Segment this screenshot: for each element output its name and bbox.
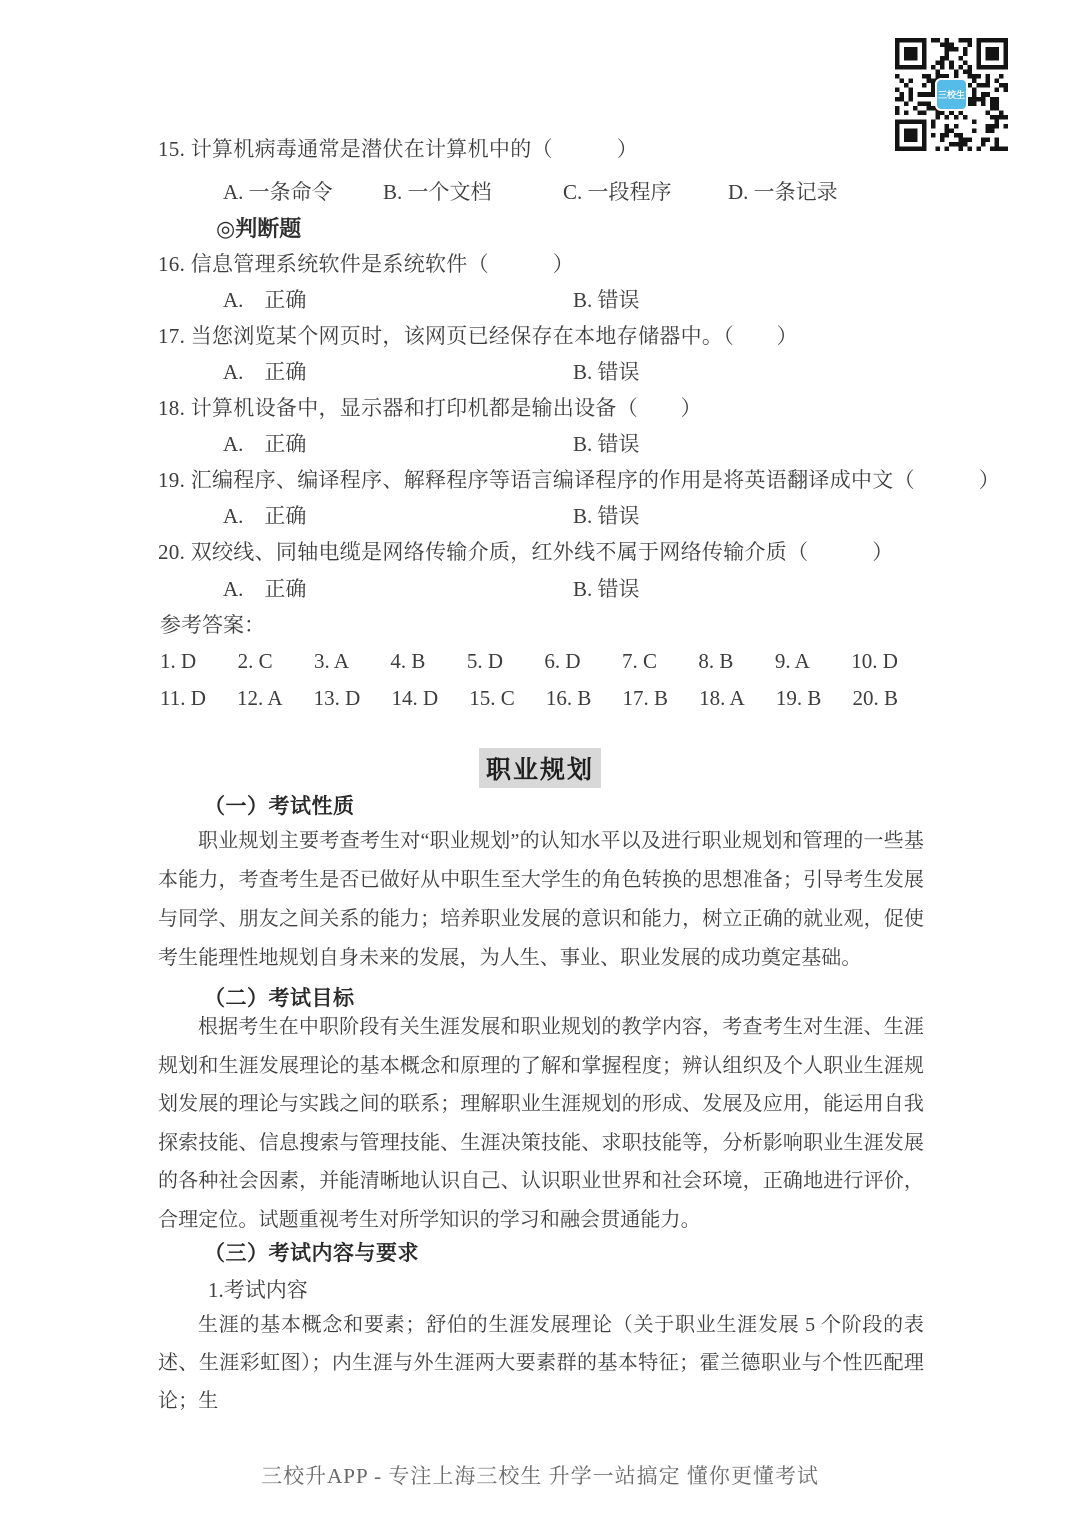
heading-exam-nature: （一）考试性质: [204, 794, 355, 818]
paragraph-exam-nature: 职业规划主要考查考生对“职业规划”的认知水平以及进行职业规划和管理的一些基本能力，考查考生是否已做好从中职生至大学生的角色转换的思想准备；引导考生发展与同学、朋友之间关系的能力；培养职业发展的意识和能力，树立正确的就业观，促使考生能理性地规划自身未来的发展，为人生、事业、职业发展的成功奠定基础。: [158, 830, 924, 969]
answer-cell: 6. D: [544, 649, 581, 673]
answers-row-1: [160, 648, 898, 674]
answer-cell: 14. D: [391, 686, 439, 710]
heading-exam-content: （三）考试内容与要求: [204, 1241, 419, 1265]
answers-label: 参考答案：: [160, 613, 265, 637]
qr-logo-label: 三校生: [937, 90, 965, 100]
question-18-text: 18. 计算机设备中，显示器和打印机都是输出设备（ ）: [158, 396, 702, 420]
qr-code: [895, 38, 1008, 151]
option-a: A. 正确: [223, 360, 307, 384]
answer-cell: 8. B: [698, 649, 734, 673]
question-19-options: [158, 503, 958, 529]
answer-cell: 10. D: [851, 649, 898, 673]
question-20-text: 20. 双绞线、同轴电缆是网络传输介质，红外线不属于网络传输介质（ ）: [158, 540, 894, 564]
judgment-section-header: ◎判断题: [216, 216, 302, 241]
paragraph-exam-content: 生涯的基本概念和要素；舒伯的生涯发展理论（关于职业生涯发展 5 个阶段的表述、生涯彩虹图）；内生涯与外生涯两大要素群的基本特征；霍兰德职业与个性匹配理论；生: [158, 1314, 924, 1412]
option-d: D. 一条记录: [728, 180, 838, 204]
answer-cell: 5. D: [466, 649, 504, 673]
option-b: B. 错误: [573, 360, 640, 384]
option-b: B. 错误: [573, 432, 640, 456]
app-footer-slogan: 三校升APP - 专注上海三校生 升学一站搞定 懂你更懂考试: [261, 1464, 819, 1488]
answer-cell: 1. D: [160, 649, 197, 673]
question-15-options: [158, 179, 958, 205]
qr-center-logo: [935, 78, 968, 111]
question-16-options: [158, 287, 958, 313]
subheading-exam-content: 1.考试内容: [208, 1278, 308, 1302]
heading-exam-objectives: （二）考试目标: [204, 986, 355, 1010]
career-section: [0, 748, 1080, 788]
question-17-text: 17. 当您浏览某个网页时，该网页已经保存在本地存储器中。（ ）: [158, 324, 798, 348]
paragraph-exam-objectives: 根据考生在中职阶段有关生涯发展和职业规划的教学内容，考查考生对生涯、生涯规划和生涯发展理论的基本概念和原理的了解和掌握程度；辨认组织及个人职业生涯规划发展的理论与实践之间的联系；理解职业生涯规划的形成、发展及应用，能运用自我探索技能、信息搜索与管理技能、生涯决策技能、求职技能等，分析影响职业生涯发展的各种社会因素，并能清晰地认识自己、认识职业世界和社会环境，正确地进行评价，合理定位。试题重视考生对所学知识的学习和融会贯通能力。: [158, 1016, 924, 1231]
answer-cell: 2. C: [237, 649, 273, 673]
answer-cell: 13. D: [313, 686, 361, 710]
answer-cell: 12. A: [237, 686, 283, 710]
option-a: A. 一条命令: [223, 180, 333, 204]
question-20-options: [158, 576, 958, 602]
answer-cell: 17. B: [622, 686, 669, 710]
option-b: B. 错误: [573, 288, 640, 312]
answer-cell: 3. A: [314, 649, 350, 673]
question-18-options: [158, 431, 958, 457]
answer-cell: 20. B: [852, 686, 898, 710]
answer-cell: 18. A: [699, 686, 745, 710]
option-b: B. 错误: [573, 577, 640, 601]
answer-cell: 16. B: [545, 686, 592, 710]
answer-cell: 15. C: [469, 686, 515, 710]
answer-cell: 19. B: [775, 686, 822, 710]
answer-cell: 4. B: [390, 649, 426, 673]
question-19-text: 19. 汇编程序、编译程序、解释程序等语言编译程序的作用是将英语翻译成中文（ ）: [158, 468, 1001, 492]
answer-cell: 7. C: [622, 649, 658, 673]
question-16-text: 16. 信息管理系统软件是系统软件（ ）: [158, 252, 575, 276]
option-b: B. 一个文档: [383, 180, 492, 204]
option-a: A. 正确: [223, 577, 307, 601]
question-15-text: 15. 计算机病毒通常是潜伏在计算机中的（ ）: [158, 137, 638, 161]
answer-cell: 9. A: [774, 649, 810, 673]
option-c: C. 一段程序: [563, 180, 672, 204]
answers-row-2: [160, 685, 898, 711]
option-a: A. 正确: [223, 288, 307, 312]
section-title: 职业规划: [479, 748, 601, 788]
option-a: A. 正确: [223, 504, 307, 528]
option-b: B. 错误: [573, 504, 640, 528]
option-a: A. 正确: [223, 432, 307, 456]
question-17-options: [158, 359, 958, 385]
answer-cell: 11. D: [160, 686, 206, 710]
